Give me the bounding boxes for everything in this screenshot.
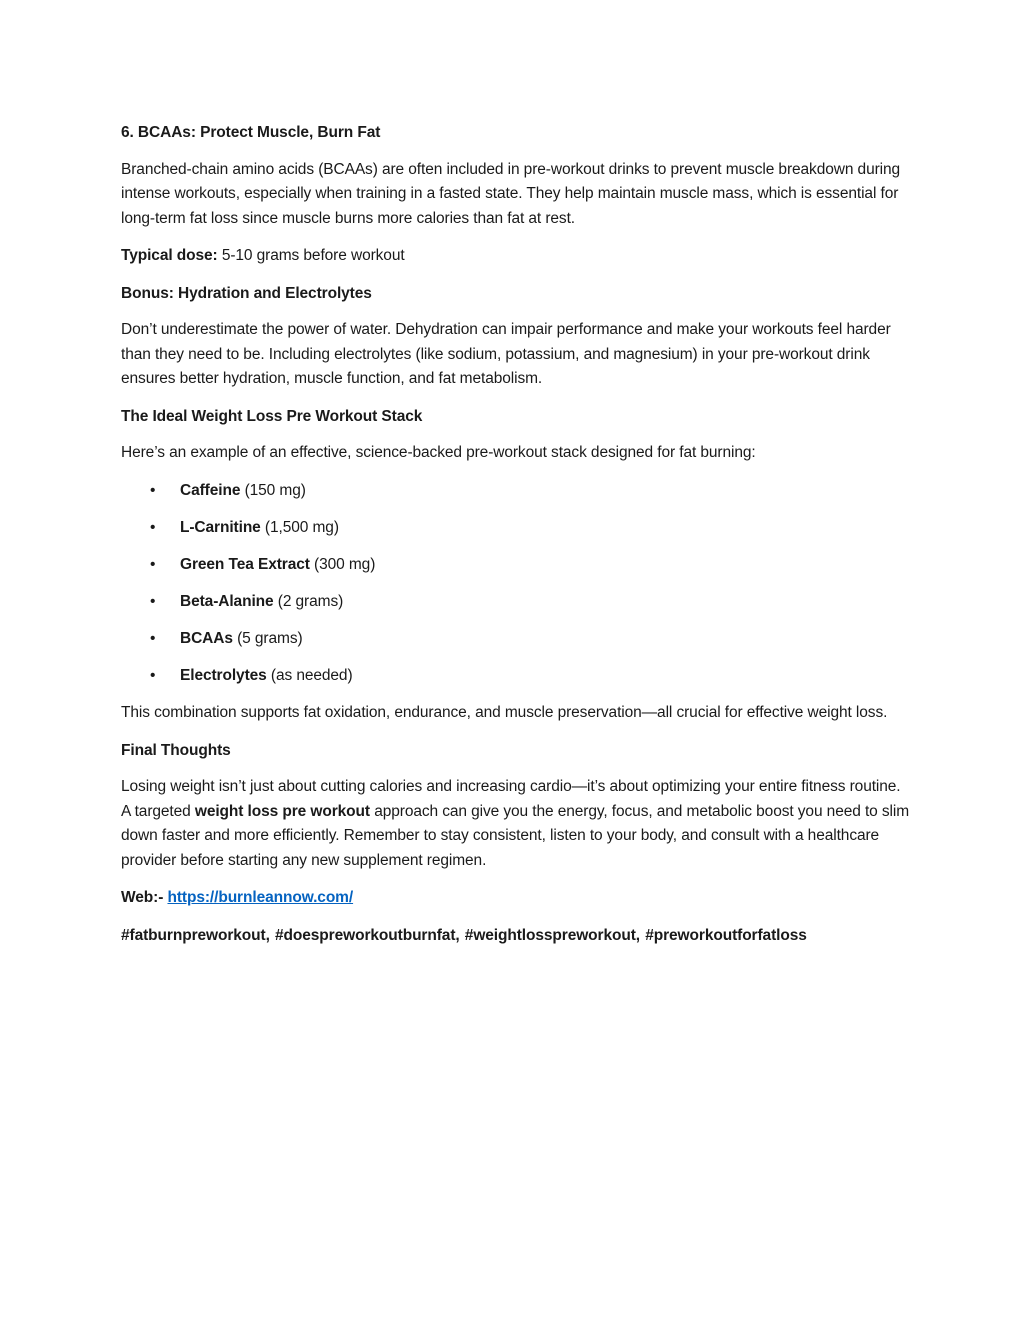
final-body-keyword: weight loss pre workout [194,802,370,820]
final-body-end: approach can give you the energy, focus, and metabolic boost you need to slim down faster and more efficiently. Remember to stay consistent, listen to your body, and consult with a healthcare provider before starting any new supplement regimen. [121,802,910,869]
ingredient-amount: (300 mg) [309,555,376,573]
bonus-heading: Bonus: Hydration and Electrolytes [121,284,372,302]
ingredient-name: Caffeine [180,481,241,499]
ingredient-name: Beta-Alanine [180,592,274,610]
stack-outro: This combination supports fat oxidation, endurance, and muscle preservation—all crucial for effective weight loss. [121,704,888,721]
list-item [121,627,911,652]
ingredient-amount: (as needed) [266,666,353,684]
list-item [121,516,911,541]
list-item [121,553,911,578]
stack-heading: The Ideal Weight Loss Pre Workout Stack [121,407,423,425]
final-body-start: Losing weight isn’t just about cutting calories and increasing cardio—it’s about optimizing your entire fitness routine. A targeted [121,778,901,820]
ingredient-name: Electrolytes [180,666,267,684]
web-line [121,886,911,911]
dose-label: Typical dose: [121,247,218,264]
bullet-icon: • [150,555,156,573]
website-link[interactable]: https://burnleannow.com/ [167,889,354,906]
ingredient-amount: (2 grams) [273,592,344,610]
bcaa-dose [121,244,911,269]
bullet-icon: • [150,592,156,610]
bcaa-heading: 6. BCAAs: Protect Muscle, Burn Fat [121,124,381,141]
dose-value: 5-10 grams before workout [217,247,405,264]
list-item [121,479,911,504]
document-page [121,121,911,961]
bullet-icon: • [150,518,156,536]
stack-list [121,479,911,689]
bcaa-body: Branched-chain amino acids (BCAAs) are often included in pre-workout drinks to prevent muscle breakdown during intense workouts, especially when training in a fasted state. They help maintain muscle mass, which is essential for long-term fat loss since muscle burns more calories than fat at rest. [121,160,901,227]
stack-intro: Here’s an example of an effective, science-backed pre-workout stack designed for fat burning: [121,444,756,461]
list-item [121,590,911,615]
ingredient-amount: (1,500 mg) [260,518,339,536]
ingredient-name: L-Carnitine [180,518,261,536]
ingredient-name: BCAAs [180,629,233,647]
final-heading: Final Thoughts [121,741,231,759]
bonus-body: Don’t underestimate the power of water. Dehydration can impair performance and make your workouts feel harder than they need to be. Including electrolytes (like sodium, potassium, and magnesium) in your pre-workout drink ensures better hydration, muscle function, and fat metabolism. [121,321,891,387]
hashtags: #fatburnpreworkout, #doespreworkoutburnfat, #weightlosspreworkout, #preworkoutforfatloss [121,926,807,944]
ingredient-amount: (150 mg) [240,481,306,499]
web-label: Web:- [121,889,168,906]
ingredient-amount: (5 grams) [232,629,303,647]
ingredient-name: Green Tea Extract [180,555,310,573]
final-body [121,775,911,873]
list-item [121,664,911,689]
bullet-icon: • [150,629,156,647]
bullet-icon: • [150,666,156,684]
bullet-icon: • [150,481,156,499]
